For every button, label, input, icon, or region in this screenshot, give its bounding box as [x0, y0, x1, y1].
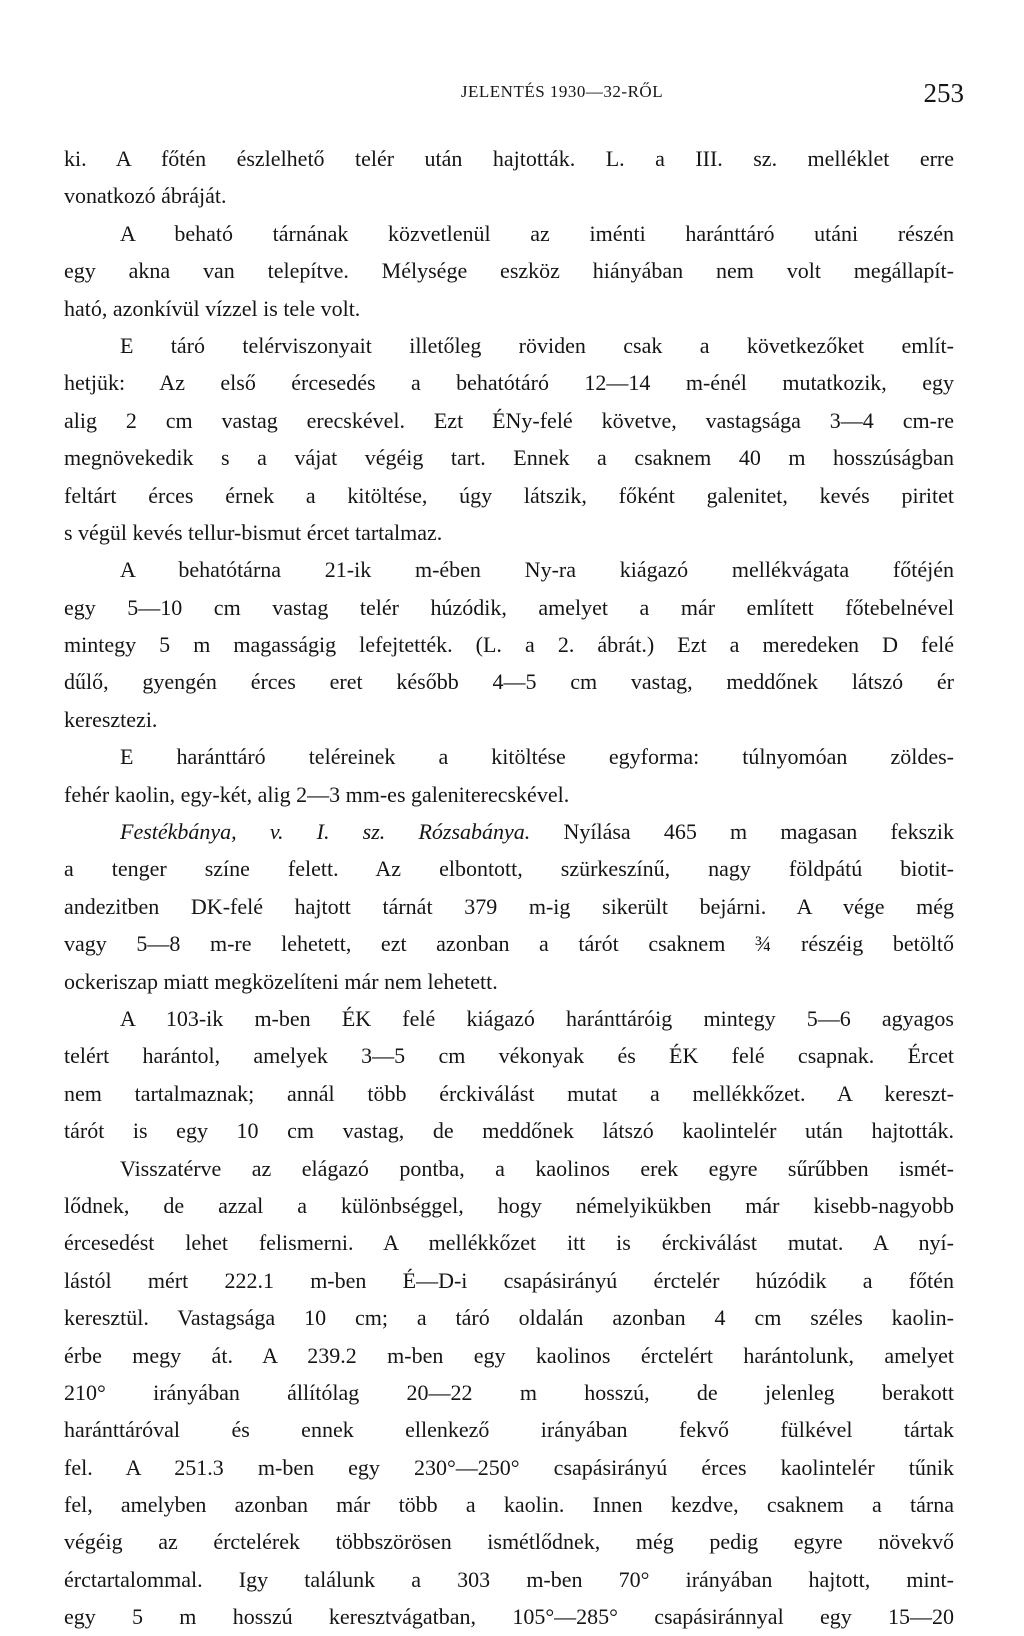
text-line	[64, 439, 954, 476]
text-line	[64, 925, 954, 962]
text-line	[64, 738, 954, 775]
text-segment: vonatkozó ábráját.	[64, 183, 227, 209]
text-segment: telért harántol, amelyek 3—5 cm vékonyak és ÉK felé csapnak. Ércet	[64, 1043, 954, 1069]
text-line	[64, 1598, 954, 1635]
text-segment: megnövekedik s a vájat végéig tart. Ennek a csaknem 40 m hosszúságban	[64, 445, 954, 471]
text-segment: mintegy 5 m magasságig lefejtették. (L. a 2. ábrát.) Ezt a meredeken D felé	[64, 632, 954, 658]
text-segment: andezitben DK-felé hajtott tárnát 379 m-ig sikerült bejárni. A vége még	[64, 893, 954, 919]
text-segment: egy 5 m hosszú keresztvágatban, 105°—285° csapásiránnyal egy 15—20	[64, 1604, 954, 1630]
text-line	[64, 850, 954, 887]
text-line	[64, 1561, 954, 1598]
running-head	[0, 78, 1024, 110]
text-line	[64, 1262, 954, 1299]
text-line	[64, 776, 954, 813]
italic-heading: Festékbánya, v. I. sz. Rózsabánya.	[120, 819, 531, 845]
text-segment: fel. A 251.3 m-ben egy 230°—250° csapásirányú érces kaolintelér tűnik	[64, 1454, 954, 1480]
text-segment: ható, azonkívül vízzel is tele volt.	[64, 295, 361, 321]
text-segment: Visszatérve az elágazó pontba, a kaolinos erek egyre sűrűbben ismét-	[120, 1155, 954, 1181]
text-segment: a tenger színe felett. Az elbontott, szürkeszínű, nagy földpátú biotit-	[64, 856, 954, 882]
text-line	[64, 477, 954, 514]
text-line	[64, 402, 954, 439]
text-line	[64, 626, 954, 663]
text-line	[64, 364, 954, 401]
text-segment: haránttáróval és ennek ellenkező irányában fekvő fülkével tártak	[64, 1417, 954, 1443]
text-line	[64, 252, 954, 289]
text-line	[64, 701, 954, 738]
text-segment: tárót is egy 10 cm vastag, de meddőnek látszó kaolintelér után hajtották.	[64, 1118, 954, 1144]
running-title: JELENTÉS 1930—32-RŐL	[460, 82, 664, 101]
text-line	[64, 1075, 954, 1112]
text-line	[64, 813, 954, 850]
text-segment: s végül kevés tellur-bismut ércet tartalmaz.	[64, 519, 443, 545]
text-line	[64, 177, 954, 214]
text-segment: ki. A főtén észlelhető telér után hajtották. L. a III. sz. melléklet erre	[64, 146, 954, 171]
text-segment: alig 2 cm vastag erecskével. Ezt ÉNy-felé követve, vastagsága 3—4 cm-re	[64, 407, 954, 433]
text-line	[64, 1112, 954, 1149]
text-line	[64, 290, 954, 327]
text-line	[64, 327, 954, 364]
text-segment: E haránttáró teléreinek a kitöltése egyforma: túlnyomóan zöldes-	[120, 744, 954, 770]
text-segment: A behatótárna 21-ik m-ében Ny-ra kiágazó mellékvágata főtéjén	[120, 557, 954, 583]
text-segment: lástól mért 222.1 m-ben É—D-i csapásirányú érctelér húzódik a főtén	[64, 1267, 954, 1293]
text-line	[64, 1224, 954, 1261]
text-segment: érctartalommal. Igy találunk a 303 m-ben 70° irányában hajtott, mint-	[64, 1566, 954, 1592]
text-line	[64, 589, 954, 626]
text-line	[64, 1150, 954, 1187]
text-segment: keresztezi.	[64, 706, 158, 732]
text-line	[64, 663, 954, 700]
text-segment: hetjük: Az első ércesedés a behatótáró 12—14 m-énél mutatkozik, egy	[64, 370, 954, 396]
text-line	[64, 1374, 954, 1411]
text-segment: vagy 5—8 m-re lehetett, ezt azonban a tárót csaknem ¾ részéig betöltő	[64, 931, 954, 957]
text-line	[64, 1523, 954, 1560]
text-line	[64, 140, 954, 177]
text-segment: érbe megy át. A 239.2 m-ben egy kaolinos érctelért harántolunk, amelyet	[64, 1342, 954, 1368]
text-line	[64, 514, 954, 551]
text-line	[64, 1337, 954, 1374]
text-segment: lődnek, de azzal a különbséggel, hogy némelyikükben már kisebb-nagyobb	[64, 1192, 954, 1218]
text-line	[64, 1037, 954, 1074]
text-line	[64, 1449, 954, 1486]
text-segment: E táró telérviszonyait illetőleg röviden csak a következőket említ-	[120, 332, 954, 358]
text-line	[64, 1486, 954, 1523]
text-segment: A 103-ik m-ben ÉK felé kiágazó haránttáróig mintegy 5—6 agyagos	[120, 1005, 954, 1031]
text-line	[64, 1299, 954, 1336]
text-line	[64, 1187, 954, 1224]
text-line	[64, 963, 954, 1000]
text-line	[64, 215, 954, 252]
text-segment: fehér kaolin, egy-két, alig 2—3 mm-es galeniterecskével.	[64, 781, 570, 807]
text-segment: feltárt érces érnek a kitöltése, úgy látszik, főként galenitet, kevés piritet	[64, 482, 954, 508]
text-segment: fel, amelyben azonban már több a kaolin. Innen kezdve, csaknem a tárna	[64, 1492, 954, 1518]
text-segment: ockeriszap miatt megközelíteni már nem lehetett.	[64, 968, 498, 994]
text-segment: egy akna van telepítve. Mélysége eszköz hiányában nem volt megállapít-	[64, 258, 954, 284]
page-number: 253	[923, 78, 964, 108]
text-segment: keresztül. Vastagsága 10 cm; a táró oldalán azonban 4 cm széles kaolin-	[64, 1305, 954, 1331]
text-segment: Nyílása 465 m magasan fekszik	[530, 819, 954, 845]
text-segment: 210° irányában állítólag 20—22 m hosszú, de jelenleg berakott	[64, 1379, 954, 1405]
text-segment: ércesedést lehet felismerni. A mellékkőzet itt is érckiválást mutat. A nyí-	[64, 1230, 954, 1256]
body-text	[64, 140, 954, 1636]
text-segment: nem tartalmaznak; annál több érckiválást mutat a mellékkőzet. A kereszt-	[64, 1080, 954, 1106]
text-segment: A beható tárnának közvetlenül az iménti haránttáró utáni részén	[120, 220, 954, 246]
text-line	[64, 1000, 954, 1037]
text-segment: végéig az érctelérek többszörösen ismétlődnek, még pedig egyre növekvő	[64, 1529, 954, 1555]
text-line	[64, 551, 954, 588]
text-line	[64, 1411, 954, 1448]
text-segment: egy 5—10 cm vastag telér húzódik, amelyet a már említett főtebelnével	[64, 594, 954, 620]
text-line	[64, 888, 954, 925]
text-segment: dűlő, gyengén érces eret később 4—5 cm vastag, meddőnek látszó ér	[64, 669, 954, 695]
